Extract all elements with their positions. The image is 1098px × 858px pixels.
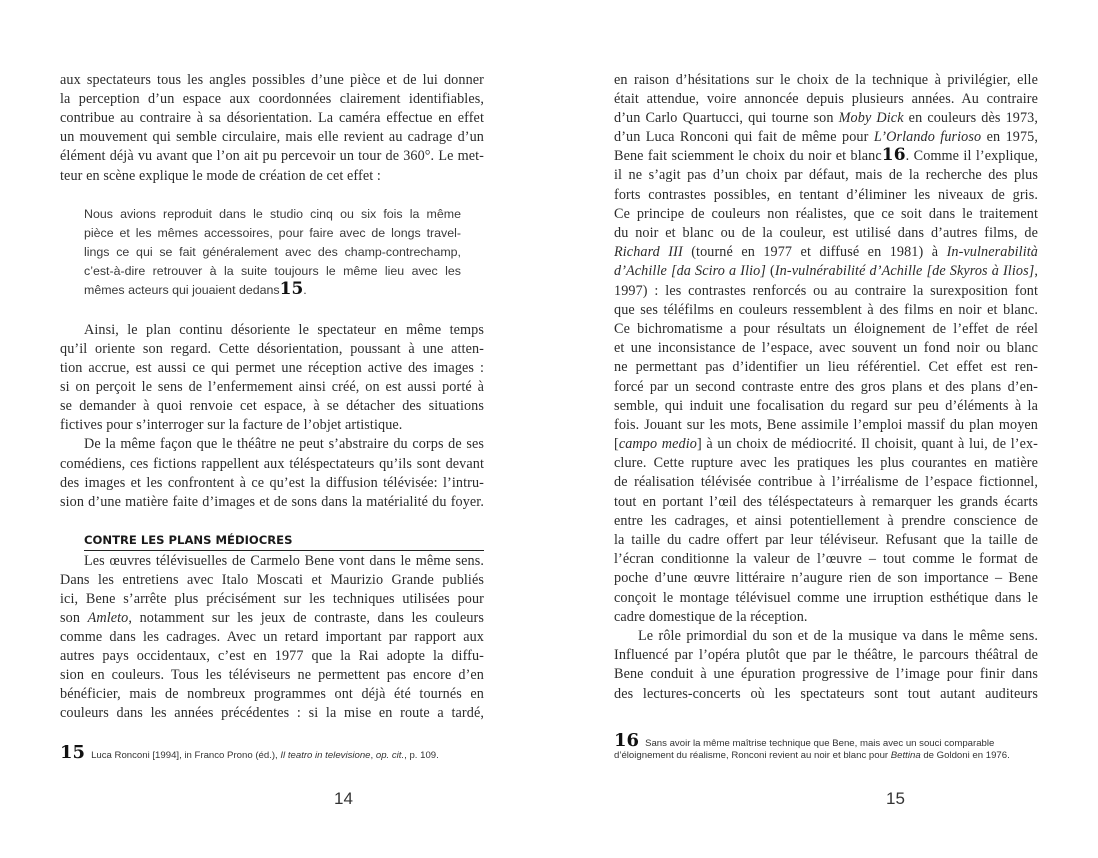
- text-line: [614, 608, 1038, 627]
- text-line: [84, 243, 461, 262]
- text-run: comme dans les cadrages. Avec un retard important par rapport aux: [60, 628, 484, 645]
- text-run: [: [614, 436, 619, 453]
- text-run: (: [765, 263, 775, 280]
- text-run: lings ce qui se fait généralement avec des champ-contrechamp,: [84, 244, 461, 259]
- page-number-left: 14: [334, 789, 353, 808]
- text-run: Bene fait sciemment le choix du noir et blanc: [614, 148, 882, 165]
- text-run: . Comme il l’explique,: [905, 148, 1039, 165]
- text-line: [60, 704, 484, 723]
- text-run: Influencé par l’opéra plutôt que par le théâtre, le parcours théâtral de: [614, 647, 1038, 664]
- text-line: [614, 454, 1038, 473]
- text-run: fois. Jouant sur les mots, Bene assimile l’emploi massif du plan moyen: [614, 416, 1038, 433]
- text-run: tion accrue, est aussi ce qui permet une réception active des images :: [60, 359, 484, 376]
- text-run: que ses téléfilms en couleurs ressemblent à des films en noir et blanc.: [614, 301, 1038, 318]
- text-run: de Goldoni en 1976.: [920, 749, 1010, 761]
- text-run: semble, qui induit une focalisation du regard sur peu d’éléments à la: [614, 397, 1038, 414]
- text-line: [614, 243, 1038, 262]
- text-line: [614, 166, 1038, 185]
- text-run: son: [60, 609, 88, 626]
- text-run: d’un Carlo Quartucci, qui tourne son: [614, 109, 839, 126]
- text-run: en 1975,: [981, 129, 1038, 146]
- text-line: [60, 609, 484, 628]
- italic-title: op. cit.: [375, 749, 405, 761]
- italic-title: Moby Dick: [838, 109, 904, 126]
- text-run: ,: [1034, 263, 1038, 280]
- text-line: [60, 666, 484, 685]
- text-line: [614, 729, 1038, 751]
- italic-title: campo medio: [618, 436, 697, 453]
- text-run: sion d’une matière faite d’images et de sons dans la matérialité du foyer.: [60, 493, 484, 510]
- italic-title: Amleto: [87, 609, 129, 626]
- text-run: d’éloignement du réalisme, Ronconi revient au noir et blanc pour: [614, 749, 891, 761]
- text-line: [614, 282, 1038, 301]
- section-heading: CONTRE LES PLANS MÉDIOCRES: [84, 532, 484, 551]
- text-line: [60, 493, 484, 512]
- text-line: [614, 262, 1038, 281]
- text-run: (tourné en 1977 et diffusé en 1981) à: [682, 244, 947, 261]
- text-line: [84, 224, 461, 243]
- text-line: [84, 321, 484, 340]
- text-line: [60, 378, 484, 397]
- text-line: [614, 205, 1038, 224]
- text-line: [614, 301, 1038, 320]
- text-line: [60, 455, 484, 474]
- text-line: [60, 647, 484, 666]
- text-line: [614, 378, 1038, 397]
- text-run: il ne s’agit pas d’un choix par défaut, mais de la recherche des plus: [614, 167, 1038, 184]
- text-run: conçoit le montage télévisuel comme une irruption esthétique dans le: [614, 589, 1038, 606]
- text-run: De la même façon que le théâtre ne peut s’abstraire du corps de ses: [84, 436, 484, 453]
- text-run: contribue au contraire à sa désorientation. La caméra effectue en effet: [60, 109, 484, 126]
- text-line: [614, 589, 1038, 608]
- text-line: [60, 590, 484, 609]
- text-line: [614, 531, 1038, 550]
- text-run: ici, Bene s’arrête plus précisément sur les techniques utilisées pour: [60, 590, 484, 607]
- text-run: en couleurs dès 1973,: [903, 109, 1038, 126]
- text-run: était attendue, voire annoncée depuis plusieurs années. Au contraire: [614, 90, 1038, 107]
- footnote-number: 15: [60, 741, 86, 763]
- text-line: [60, 628, 484, 647]
- text-run: Ce principe de couleurs non réalistes, que ce soit dans le traitement: [614, 205, 1038, 222]
- text-run: la perception d’un espace aux coordonnées clairement identifiables,: [60, 90, 484, 107]
- text-line: [638, 627, 1038, 646]
- text-run: sion en couleurs. Tous les téléviseurs ne permettent pas encore d’en: [60, 667, 484, 684]
- text-run: pièce et les mêmes accessoires, pour faire avec de longs travel-: [84, 225, 461, 240]
- text-line: [60, 359, 484, 378]
- footnote-reference[interactable]: 16: [881, 145, 906, 166]
- text-line: [614, 550, 1038, 569]
- text-run: autres pays occidentaux, c’est en 1977 que la Rai adopte la diffu-: [60, 648, 484, 664]
- text-run: Ainsi, le plan continu désoriente le spectateur en même temps: [84, 321, 484, 338]
- text-run: ,: [370, 749, 376, 761]
- text-run: entre les cadrages, et ainsi potentiellement à prendre conscience de: [614, 512, 1038, 529]
- text-run: .: [303, 283, 307, 298]
- italic-title: Bettina: [890, 749, 921, 761]
- text-run: Luca Ronconi [1994], in Franco Prono (éd.),: [91, 749, 281, 761]
- text-line: [614, 339, 1038, 358]
- text-run: Ce bichromatisme a pour résultats un éloignement de l’effet de réel: [614, 320, 1038, 337]
- text-run: des lectures-concerts où les spectateurs sont tout autant auditeurs: [614, 685, 1038, 702]
- text-run: l’écran conditionne la valeur de l’œuvre – tout comme le format de: [614, 551, 1038, 568]
- text-run: , notamment sur les jeux de contraste, dans les couleurs: [128, 609, 485, 626]
- text-run: mêmes acteurs qui jouaient dedans: [84, 283, 280, 298]
- text-line: [614, 435, 1038, 454]
- text-run: ] à un choix de médiocrité. Il choisit, quant à lui, de l’ex-: [696, 436, 1038, 453]
- text-line: [60, 685, 484, 704]
- text-line: [60, 397, 484, 416]
- text-run: se demander à quoi renvoie cet espace, à se détacher des situations: [60, 398, 484, 415]
- text-line: [614, 685, 1038, 704]
- text-run: et une inconsistance de l’espace, avec souvent un fond noir ou blanc: [614, 340, 1038, 357]
- text-line: [614, 473, 1038, 492]
- text-line: [614, 147, 1038, 166]
- text-line: [614, 186, 1038, 205]
- text-run: aux spectateurs tous les angles possibles d’une pièce et de lui donner: [60, 71, 484, 88]
- text-line: [614, 358, 1038, 377]
- text-run: poche d’une œuvre littéraire n’augure rien de son importance – Bene: [614, 570, 1038, 587]
- text-run: c’est-à-dire retrouver à la suite toujours le même lieu avec les: [84, 264, 461, 279]
- text-line: [84, 281, 461, 300]
- text-run: de réalisation télévisée contribue à l’irréalisme de l’espace fictionnel,: [614, 474, 1038, 491]
- text-run: un mouvement qui semble circulaire, mais elle revient au cadrage d’un: [60, 129, 484, 146]
- text-run: 1997) : les contrastes renforcés ou au contraire la surexposition font: [614, 282, 1038, 299]
- text-line: [84, 435, 484, 454]
- text-run: Nous avions reproduit dans le studio cinq ou six fois la même: [84, 206, 461, 221]
- text-line: [60, 571, 484, 590]
- text-run: ne permettant pas d’identifier un lieu référentiel. Cet effet est ren-: [614, 359, 1038, 376]
- text-line: [614, 90, 1038, 109]
- text-line: [614, 646, 1038, 665]
- text-run: forcé par un second contraste entre des gros plans et des plans d’en-: [614, 378, 1038, 395]
- text-run: comédiens, ces fictions rappellent aux téléspectateurs qu’ils sont devant: [60, 455, 484, 472]
- text-run: couleurs dans les années précédentes : si la mise en route a tardé,: [60, 705, 484, 722]
- text-line: [60, 128, 484, 147]
- text-run: Le rôle primordial du son et de la musique va dans le même sens.: [638, 628, 1038, 644]
- text-line: [60, 741, 484, 763]
- italic-title: Il teatro in televisione: [280, 749, 371, 761]
- text-run: fictives pour s’interroger sur la facture de l’objet artistique.: [60, 417, 403, 434]
- text-line: [614, 320, 1038, 339]
- text-line: [614, 128, 1038, 147]
- text-line: [60, 147, 484, 166]
- text-line: [614, 416, 1038, 435]
- text-run: bénéficier, mais de nombreux programmes ont déjà été tournés en: [60, 686, 484, 703]
- text-run: Sans avoir la même maîtrise technique que Bene, mais avec un souci comparable: [645, 737, 995, 749]
- text-run: qu’il oriente son regard. Cette désorientation, poussant à une atten-: [60, 340, 484, 357]
- text-line: [60, 416, 484, 435]
- text-run: , p. 109.: [404, 749, 439, 761]
- text-run: des images et les confrontent à ce qu’est la diffusion télévisée: l’intru-: [60, 474, 484, 491]
- text-line: [614, 397, 1038, 416]
- text-line: [60, 90, 484, 109]
- text-line: [84, 205, 461, 224]
- text-line: [84, 552, 484, 571]
- text-line: [60, 71, 484, 90]
- text-run: d’un Luca Ronconi qui fait de même pour: [614, 129, 874, 146]
- text-line: [60, 340, 484, 359]
- text-run: élément déjà vu avant que l’on ait pu percevoir un tour de 360°. Le met-: [60, 148, 484, 165]
- italic-title: In-vulnérabilité d’Achille [de Skyros à Ilios]: [774, 263, 1035, 280]
- text-line: [614, 569, 1038, 588]
- footnote-number: 16: [614, 729, 640, 751]
- text-line: [614, 224, 1038, 243]
- text-line: [614, 748, 1038, 763]
- italic-title: d’Achille [da Sciro a Ilio]: [614, 263, 766, 280]
- text-line: [60, 109, 484, 128]
- text-line: [614, 71, 1038, 90]
- text-run: cadre domestique de la réception.: [614, 608, 808, 625]
- italic-title: In-vulnerabilità: [946, 244, 1038, 261]
- text-run: la taille du cadre offert par leur téléviseur. Refusant que la taille de: [614, 532, 1038, 549]
- text-run: en raison d’hésitations sur le choix de la technique à privilégier, elle: [614, 71, 1038, 88]
- italic-title: L’Orlando furioso: [873, 129, 982, 146]
- text-line: [60, 167, 484, 186]
- text-run: Dans les entretiens avec Italo Moscati et Maurizio Grande publiés: [60, 571, 484, 588]
- text-line: [84, 262, 461, 281]
- text-run: Bene conduit à une épuration progressive de l’image pour finir dans: [614, 666, 1038, 683]
- text-line: [60, 474, 484, 493]
- text-run: tout en portant l’œil des téléspectateurs à remarquer les grands écarts: [614, 493, 1038, 510]
- text-run: teur en scène explique le mode de création de cet effet :: [60, 167, 381, 184]
- text-run: si on perçoit le sens de l’enfermement ainsi créé, on est aussi porté à: [60, 378, 484, 395]
- text-run: forts contrastes possibles, en tentant d’éliminer les niveaux de gris.: [614, 186, 1038, 203]
- text-line: [614, 512, 1038, 531]
- text-line: [614, 665, 1038, 684]
- text-run: du noir et blanc ou de la couleur, est utilisé dans d’autres films, de: [614, 225, 1038, 242]
- text-line: [614, 109, 1038, 128]
- text-line: [614, 493, 1038, 512]
- page-number-right: 15: [886, 789, 905, 808]
- text-run: Les œuvres télévisuelles de Carmelo Bene vont dans le même sens.: [84, 552, 484, 569]
- italic-title: Richard III: [614, 244, 683, 261]
- footnote-reference[interactable]: 15: [279, 279, 304, 300]
- text-run: clure. Cette rupture avec les pratiques les plus courantes en matière: [614, 455, 1038, 472]
